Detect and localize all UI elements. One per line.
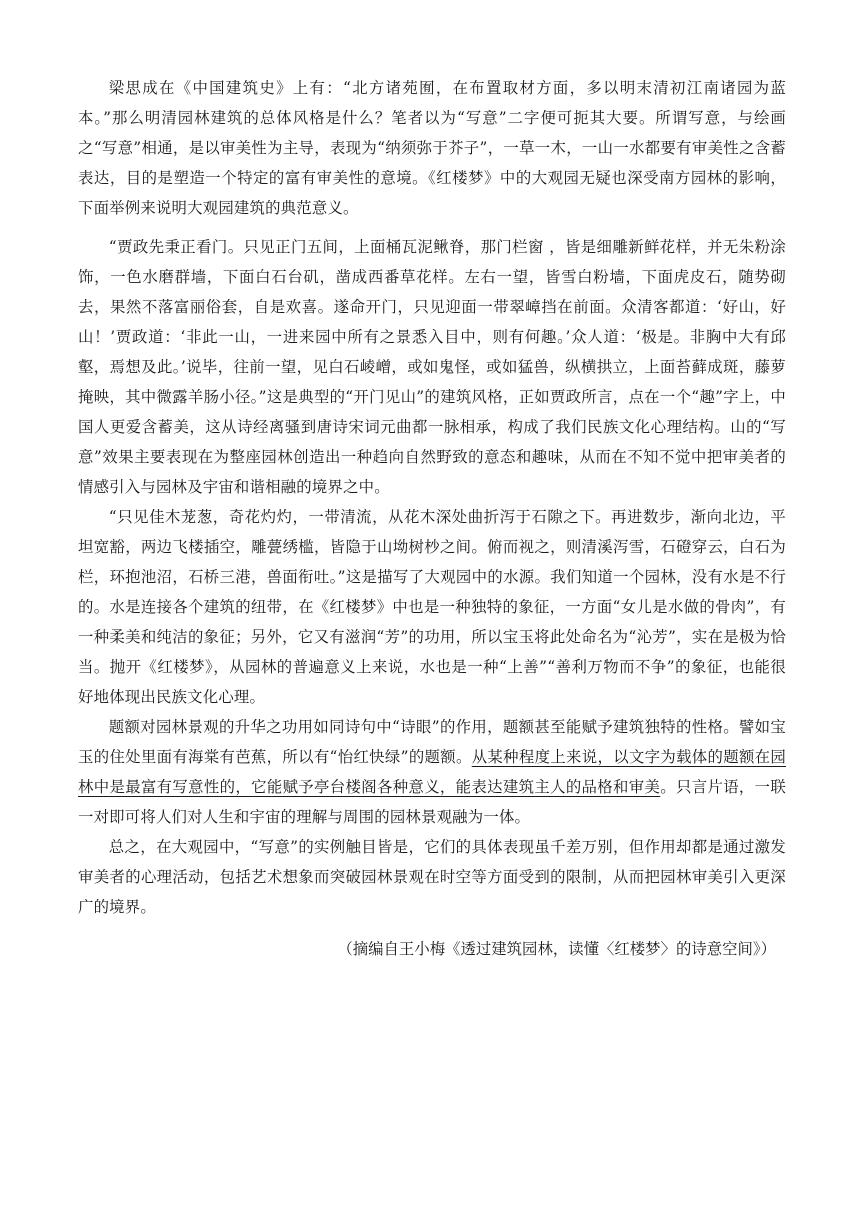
paragraph-5: 总之，在大观园中，“写意”的实例触目皆是，它们的具体表现虽千差万别，但作用却都是通过激发审美者的心理活动，包括艺术想象而突破园林景观在时空等方面受到的限制，从而把园林审美引入更深广的境界。 <box>78 838 786 916</box>
paragraph-1: 梁思成在《中国建筑史》上有：“北方诸苑囿，在布置取材方面，多以明末清初江南诸园为蓝本。”那么明清园林建筑的总体风格是什么？笔者以为“写意”二字便可扼其大要。所谓写意，与绘画之“写意”相通，是以审美性为主导，表现为“纳须弥于芥子”，一草一木，一山一水都要有审美性之含蓄表达，目的是塑造一个特定的富有审美性的意境。《红楼梦》中的大观园无疑也深受南方园林的影响，下面举例来说明大观园建筑的典范意义。 <box>78 79 786 217</box>
article-body <box>78 73 786 964</box>
paragraph-4-lead: 题额对园林景观的升华之功用如同诗句中“诗眼”的作用，题额甚至能赋予建筑独特的性格。譬如宝玉的住处里面有海棠有芭蕉，所以有“怡红快绿”的题额。 <box>78 718 786 766</box>
source-citation: （摘编自王小梅《透过建筑园林，读懂〈红楼梦〉的诗意空间》） <box>337 940 776 958</box>
paragraph-4-tail: 。只言片语，一联一对即可将人们对人生和宇宙的理解与周围的园林景观融为一体。 <box>78 778 786 826</box>
paragraph-3: “只见佳木茏葱，奇花灼灼，一带清流，从花木深处曲折泻于石隙之下。再进数步，渐向北边，平坦宽豁，两边飞楼插空，雕甍绣槛，皆隐于山坳树杪之间。俯而视之，则清溪泻雪，石磴穿云，白石为栏，环抱池沼，石桥三港，兽面衔吐。”这是描写了大观园中的水源。我们知道一个园林，没有水是不行的。水是连接各个建筑的纽带，在《红楼梦》中也是一种独特的象征，一方面“女儿是水做的骨肉”，有一种柔美和纯洁的象征；另外，它又有滋润“芳”的功用，所以宝玉将此处命名为“沁芳”，实在是极为恰当。抛开《红楼梦》，从园林的普遍意义上来说，水也是一种“上善”“善利万物而不争”的象征，也能很好地体现出民族文化心理。 <box>78 508 786 706</box>
underlined-sentence: 从某种程度上来说，以文字为载体的题额在园林中是最富有写意性的，它能赋予亭台楼阁各种意义，能表达建筑主人的品格和审美 <box>78 748 786 796</box>
paragraph-4 <box>78 712 786 832</box>
paragraph-2: “贾政先秉正看门。只见正门五间，上面桶瓦泥鳅脊，那门栏窗 ，皆是细雕新鲜花样，并无朱粉涂饰，一色水磨群墙，下面白石台矶，凿成西番草花样。左右一望，皆雪白粉墙，下面虎皮石，随势砌去，果然不落富丽俗套，自是欢喜。遂命开门，只见迎面一带翠嶂挡在前面。众清客都道：‘好山，好山！’贾政道：‘非此一山，一进来园中所有之景悉入目中，则有何趣。’众人道：‘极是。非胸中大有邱壑，焉想及此。’说毕，往前一望，见白石崚嶒，或如鬼怪，或如猛兽，纵横拱立，上面苔藓成斑，藤萝掩映，其中微露羊肠小径。”这是典型的“开门见山”的建筑风格，正如贾政所言，点在一个“趣”字上，中国人更爱含蓄美，这从诗经离骚到唐诗宋词元曲都一脉相承，构成了我们民族文化心理结构。山的“写意”效果主要表现在为整座园林创造出一种趋向自然野致的意态和趣味，从而在不知不觉中把审美者的情感引入与园林及宇宙和谐相融的境界之中。 <box>78 238 786 496</box>
